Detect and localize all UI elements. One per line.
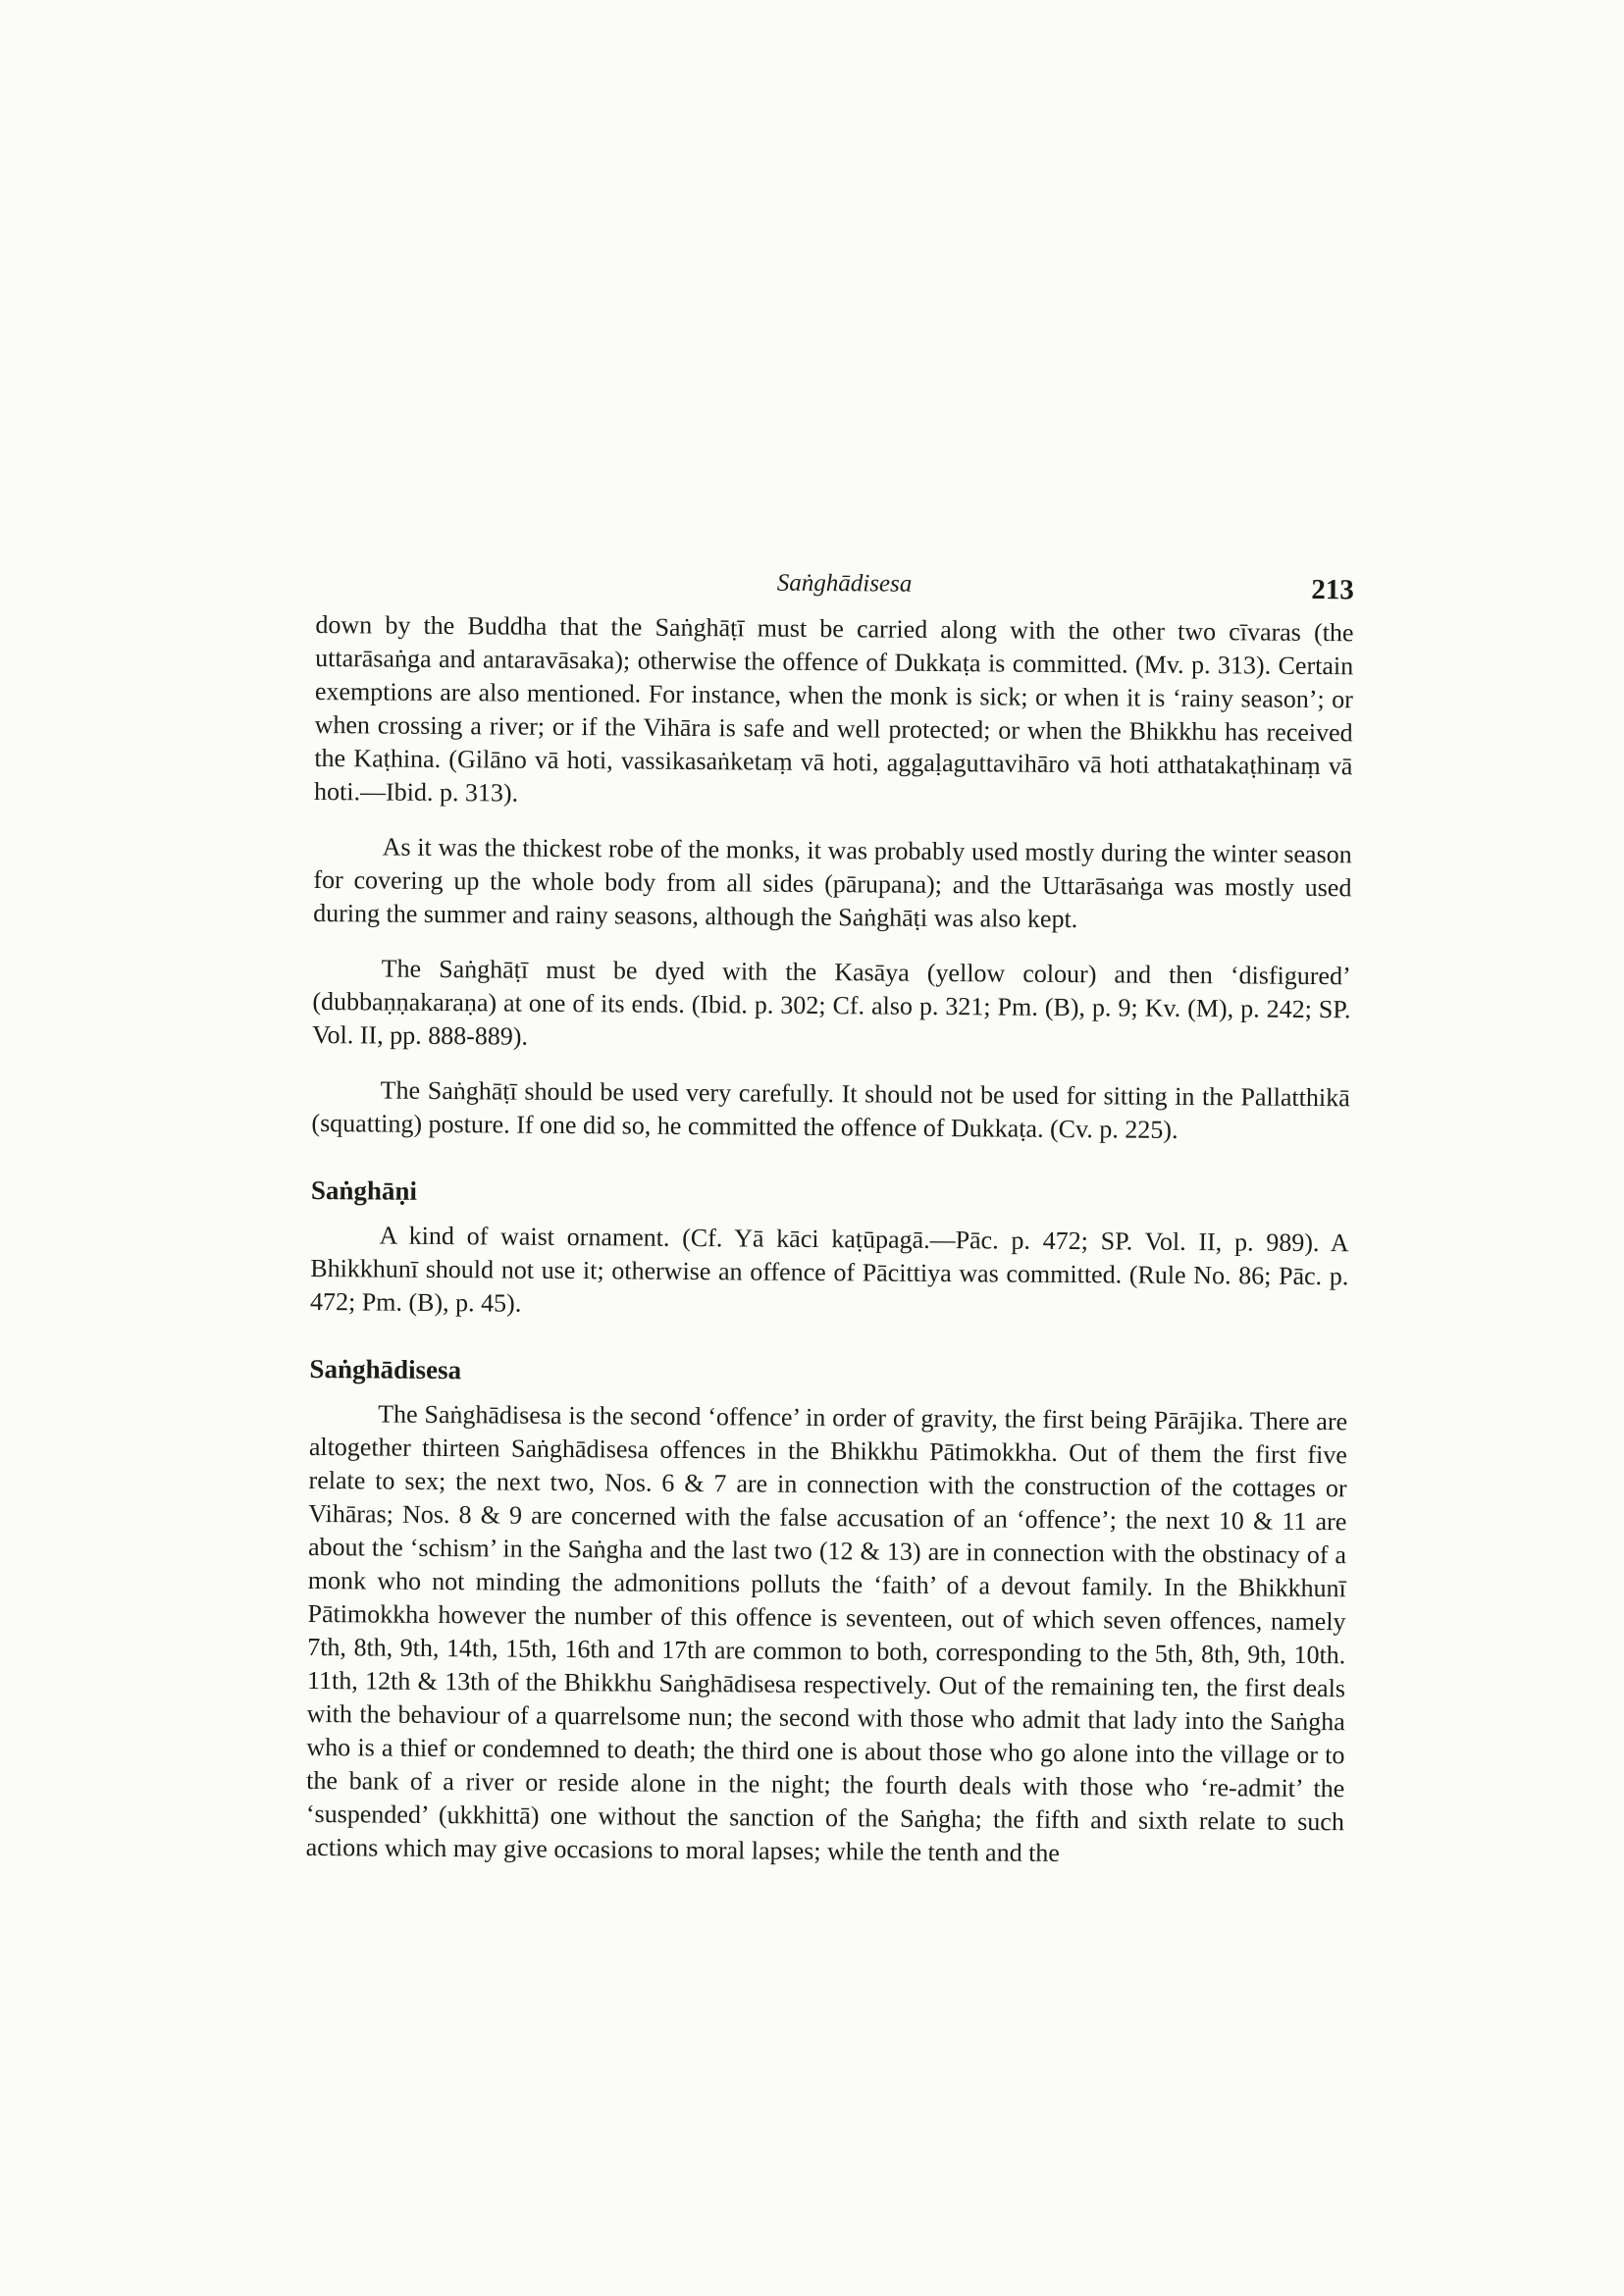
paragraph-continued: down by the Buddha that the Saṅghāṭī must be carried along with the other two cīvaras (the uttarāsaṅga and antaravāsaka); otherwise the offence of Dukkaṭa is committed. (Mv. p. 313). Certain exemptions are also mentioned. For instance, when the monk is sick; or when it is ‘rainy season’; or when crossing a river; or if the Vihāra is safe and well protected; or when the Bhikkhu has received the Kaṭhina. (Gilāno vā hoti, vassikasaṅketaṃ vā hoti, aggaḷaguttavihāro vā hoti atthatakaṭhinaṃ vā hoti.—Ibid. p. 313). [314,609,1354,808]
running-head-title: Saṅghādisesa [776,569,913,598]
book-page [305,557,1354,1894]
entry-headword-sanghani: Saṅghāṇi [310,1174,418,1206]
entry-text-sanghadisesa: The Saṅghādisesa is the second ‘offence’ in order of gravity, the first being Pārājika. There are altogether thirteen Saṅghādisesa offences in the Bhikkhu Pātimokkha. Out of them the first five relate to sex; the next two, Nos. 6 & 7 are in connection with the construction of the cottages or Vihāras; Nos. 8 & 9 are concerned with the false accusation of an ‘offence’; the next 10 & 11 are about the ‘schism’ in the Saṅgha and the last two (12 & 13) are in connection with the obstinacy of a monk who not minding the admonitions polluts the ‘faith’ of a devout family. In the Bhikkhunī Pātimokkha however the number of this offence is seventeen, out of which seven offences, namely 7th, 8th, 9th, 14th, 15th, 16th and 17th are common to both, corresponding to the 5th, 8th, 9th, 10th. 11th, 12th & 13th of the Bhikkhu Saṅghādisesa respectively. Out of the remaining ten, the first deals with the behaviour of a quarrelsome nun; the second with those who admit that lady into the Saṅgha who is a thief or condemned to death; the third one is about those who go alone into the village or to the bank of a river or reside alone in the night; the fourth deals with those who ‘re-admit’ the ‘suspended’ (ukkhittā) one without the sanction of the Saṅgha; the fifth and sixth relate to such actions which may give occasions to moral lapses; while the tenth and the [305,1399,1348,1867]
paragraph-thickest-robe: As it was the thickest robe of the monks, it was probably used mostly during the winter season for covering up the whole body from all sides (pārupana); and the Uttarāsaṅga was mostly used during the summer and rainy seasons, although the Saṅghāṭi was also kept. [313,832,1352,934]
paragraph-usage: The Saṅghāṭī should be used very carefully. It should not be used for sitting in the Pallatthikā (squatting) posture. If one did so, he committed the offence of Dukkaṭa. (Cv. p. 225). [311,1075,1350,1144]
entry-text-sanghani: A kind of waist ornament. (Cf. Yā kāci kaṭūpagā.—Pāc. p. 472; SP. Vol. II, p. 989). A Bhikkhunī should not use it; otherwise an offence of Pācittiya was committed. (Rule No. 86; Pāc. p. 472; Pm. (B), p. 45). [309,1221,1349,1318]
entry-headword-sanghadisesa: Saṅghādisesa [309,1353,462,1385]
page-number: 213 [1311,573,1354,606]
running-header [316,557,1354,608]
paragraph-dyeing: The Saṅghāṭī must be dyed with the Kasāya (yellow colour) and then ‘disfigured’ (dubbaṇṇakaraṇa) at one of its ends. (Ibid. p. 302; Cf. also p. 321; Pm. (B), p. 9; Kv. (M), p. 242; SP. Vol. II, pp. 888-889). [312,954,1351,1051]
